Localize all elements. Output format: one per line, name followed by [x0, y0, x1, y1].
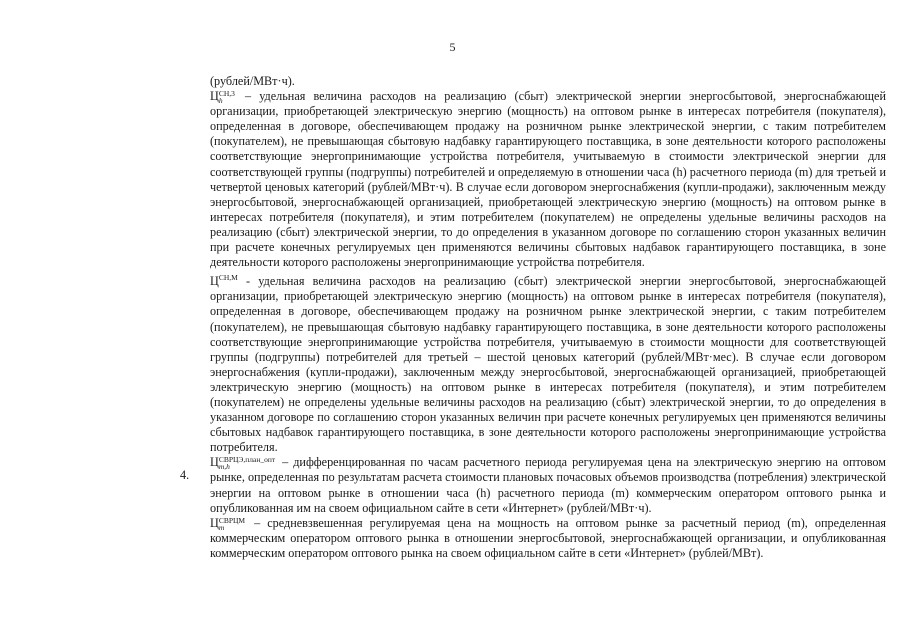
definition-text: – дифференцированная по часам расчетного периода регулируемая цена на электрическую энергию на оптовом рынке, определенная по результатам расчета стоимости плановых почасовых объемов производства (потребления) электрической энергии на оптовом рынке в отношении часа (h) расчетного периода (m) коммерческим оператором оптового рынка и опубликованная им на своем официальном сайте в сети «Интернет» (рублей/МВт·ч).: [210, 455, 886, 515]
document-body: [210, 74, 886, 561]
price-symbol: Ц: [210, 274, 219, 289]
definition-svrce: [210, 455, 886, 515]
symbol-subscript: m: [218, 522, 225, 532]
symbol-subscript: m,h: [218, 462, 230, 472]
symbol-superscript: СН,3: [218, 89, 235, 99]
definition-snm: [210, 270, 886, 455]
list-item-number: 4.: [180, 468, 190, 482]
price-symbol: Ц: [210, 455, 219, 470]
definition-text: - удельная величина расходов на реализацию (сбыт) электрической энергии энергосбытовой, энергоснабжающей организации, приобретающей электрическую энергию (мощность) на оптовом рынке в интересах потребителя (покупателя), определенная в договоре, обеспечивающем продажу на розничном рынке электрической энергии, с таким потребителем (покупателем), не превышающая сбытовую надбавку гарантирующего поставщика, в зоне деятельности которого расположены соответствующие энергопринимающие устройства потребителя, учитываемую в стоимости мощности для соответствующей группы (подгруппы) потребителей для третьей – шестой ценовых категорий (рублей/МВт·мес). В случае если договором энергоснабжения (купли-продажи), заключенным между энергосбытовой, энергоснабжающей организацией, приобретающей электрическую энергию (мощность) на оптовом рынке в интересах потребителя (покупателя), и этим потребителем (покупателем) не определены удельные величины расходов на реализацию (сбыт) электрической энергии, то до определения в указанном договоре по соглашению сторон указанных величин при расчете конечных регулируемых цен применяются величины сбытовых надбавок гарантирующего поставщика, в зоне деятельности которого расположены энергопринимающие устройства потребителя.: [210, 274, 886, 455]
definition-svrcm: [210, 516, 886, 561]
symbol-superscript: СН,М: [218, 273, 238, 283]
page-number: 5: [449, 40, 456, 54]
units-line: (рублей/МВт·ч).: [210, 74, 295, 88]
symbol-subscript: h: [218, 96, 223, 106]
definition-sn3: [210, 89, 886, 270]
price-symbol: Ц: [210, 89, 219, 104]
symbol-superscript: СВРЦМ: [218, 515, 246, 525]
definition-text: – средневзвешенная регулируемая цена на мощность на оптовом рынке за расчетный период (m), определенная коммерческим оператором оптового рынка в отношении энергосбытовой, энергоснабжающей организации, и опубликованная коммерческим оператором оптового рынка на своем официальном сайте в сети «Интернет» (рублей/МВт).: [210, 515, 886, 560]
definition-text: – удельная величина расходов на реализацию (сбыт) электрической энергии энергосбытовой, энергоснабжающей организации, приобретающей электрическую энергию (мощность) на оптовом рынке в интересах потребителя (покупателя), определенная в договоре, обеспечивающем продажу на розничном рынке электрической энергии, с таким потребителем (покупателем), не превышающая сбытовую надбавку гарантирующего поставщика, в зоне деятельности которого расположены соответствующие энергопринимающие устройства потребителя, учитываемую в стоимости электрической энергии для соответствующей группы (подгруппы) потребителей и определяемую в отношении часа (h) расчетного периода (m) для третьей и четвертой ценовых категорий (рублей/МВт·ч). В случае если договором энергоснабжения (купли-продажи), заключенным между энергосбытовой, энергоснабжающей организацией, приобретающей электрическую энергию (мощность) на оптовом рынке в интересах потребителя (покупателя), и этим потребителем (покупателем) не определены удельные величины расходов на реализацию (сбыт) электрической энергии, то до определения в указанном договоре по соглашению сторон указанных величин при расчете конечных регулируемых цен применяются величины сбытовых надбавок гарантирующего поставщика, в зоне деятельности которого расположены энергопринимающие устройства потребителя.: [210, 89, 886, 270]
symbol-superscript: СВРЦЭ,план_опт: [218, 455, 276, 465]
price-symbol: Ц: [210, 515, 219, 530]
